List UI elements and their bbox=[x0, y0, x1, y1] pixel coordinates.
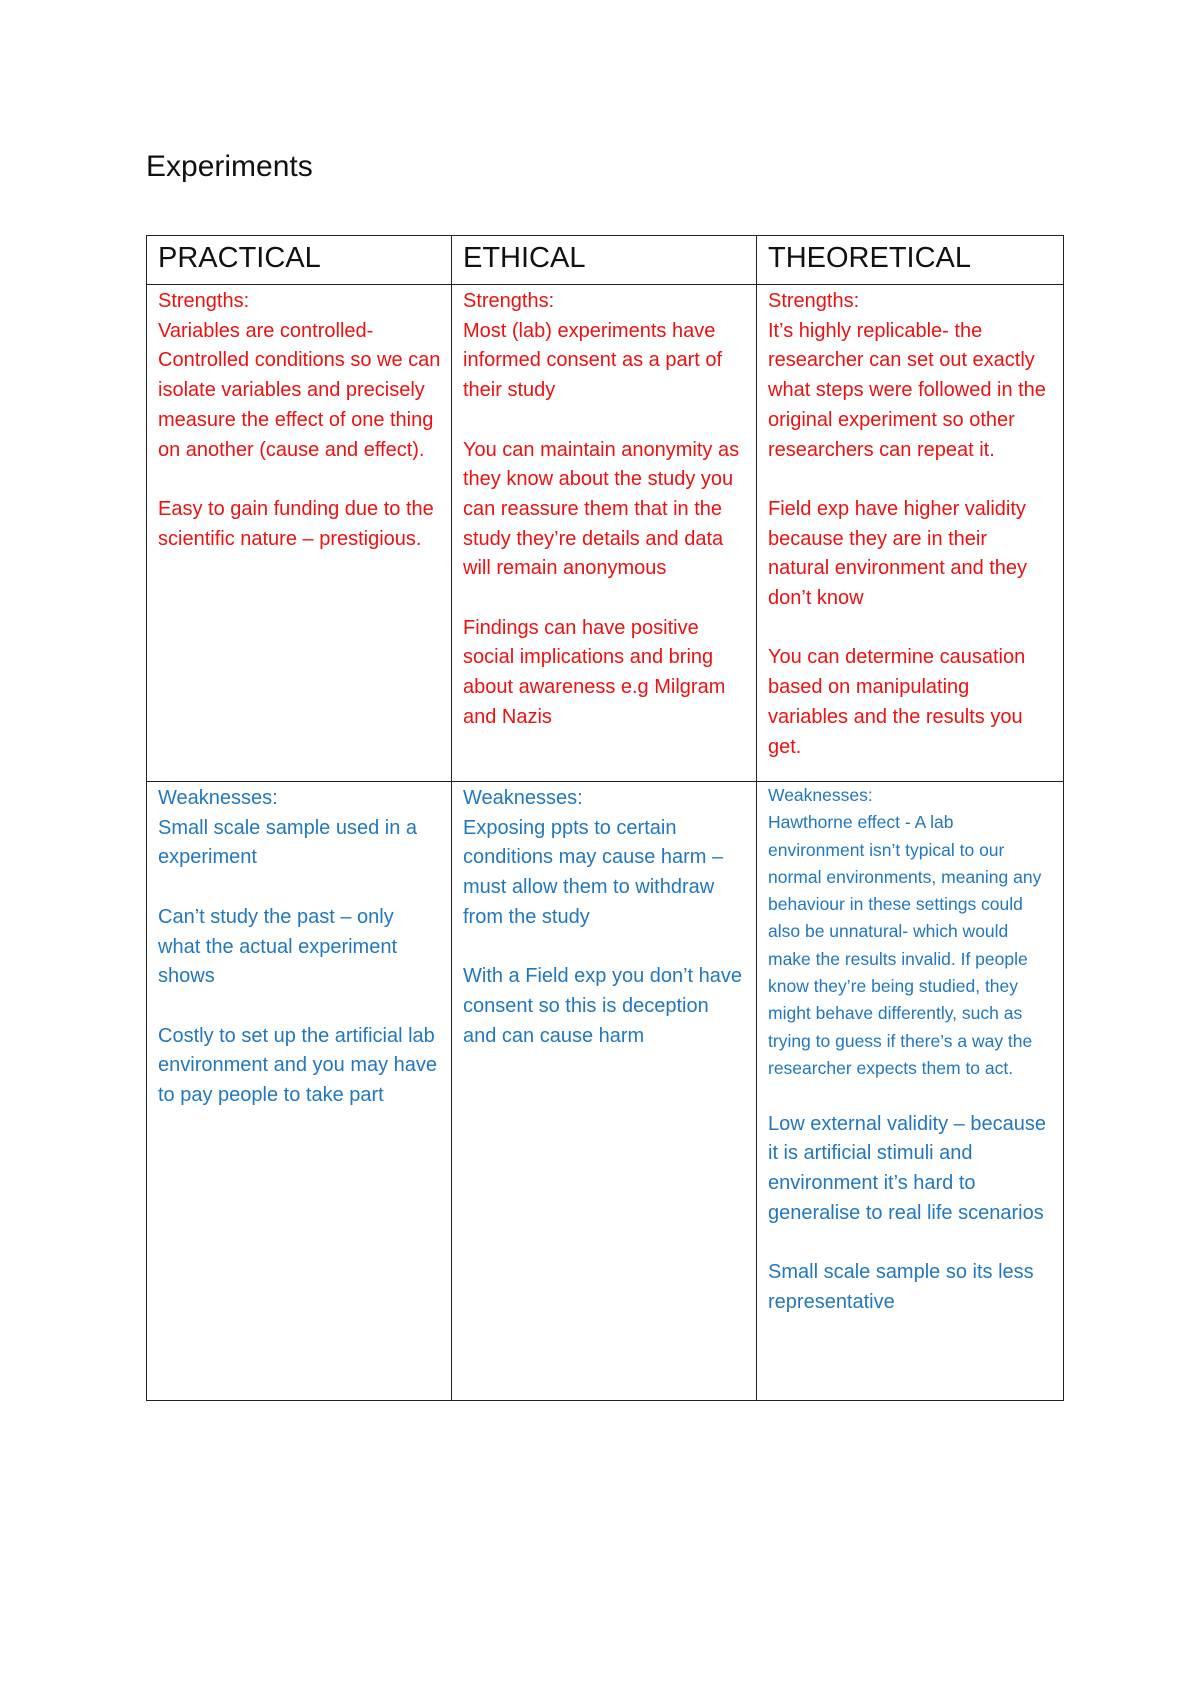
strength-item: Field exp have higher validity because they are in their natural environment and they don’t know bbox=[768, 497, 1028, 610]
header-row bbox=[147, 236, 1064, 285]
strengths-label: Strengths: bbox=[463, 290, 555, 312]
strengths-label: Strengths: bbox=[768, 290, 860, 312]
strength-item: Variables are controlled- Controlled conditions so we can isolate variables and precisely measure the effect of one thing on another (cause and effect). bbox=[158, 319, 441, 461]
weaknesses-label: Weaknesses: bbox=[463, 787, 583, 809]
weakness-item: Small scale sample so its less representative bbox=[768, 1261, 1034, 1313]
ethical-weaknesses-cell bbox=[452, 782, 757, 1401]
page-title: Experiments bbox=[146, 150, 313, 183]
strength-item: You can maintain anonymity as they know about the study you can reassure them that in the study they’re details and data will remain anonymous bbox=[463, 438, 740, 580]
weakness-item: Costly to set up the artificial lab environment and you may have to pay people to take part bbox=[158, 1024, 438, 1106]
strength-item: Findings can have positive social implications and bring about awareness e.g Milgram and Nazis bbox=[463, 616, 726, 728]
experiments-table bbox=[146, 235, 1064, 1401]
weakness-item: Low external validity – because it is artificial stimuli and environment it’s hard to generalise to real life scenarios bbox=[768, 1112, 1046, 1224]
strength-item: Easy to gain funding due to the scientific nature – prestigious. bbox=[158, 497, 434, 550]
weakness-item: Can’t study the past – only what the actual experiment shows bbox=[158, 905, 398, 988]
practical-strengths-cell bbox=[147, 285, 452, 782]
header-ethical: ETHICAL bbox=[452, 236, 757, 285]
weaknesses-row bbox=[147, 782, 1064, 1401]
weakness-item: Exposing ppts to certain conditions may cause harm – must allow them to withdraw from the study bbox=[463, 816, 724, 928]
strength-item: You can determine causation based on manipulating variables and the results you get. bbox=[768, 646, 1026, 758]
strengths-row bbox=[147, 285, 1064, 782]
weaknesses-label: Weaknesses: bbox=[768, 785, 873, 805]
weakness-item: With a Field exp you don’t have consent so this is deception and can cause harm bbox=[463, 965, 743, 1047]
theoretical-strengths-cell bbox=[757, 285, 1064, 782]
weakness-item: Small scale sample used in a experiment bbox=[158, 816, 418, 869]
ethical-strengths-cell bbox=[452, 285, 757, 782]
theoretical-weaknesses-cell bbox=[757, 782, 1064, 1401]
practical-weaknesses-cell bbox=[147, 782, 452, 1401]
header-theoretical: THEORETICAL bbox=[757, 236, 1064, 285]
strengths-label: Strengths: bbox=[158, 290, 250, 312]
weaknesses-label: Weaknesses: bbox=[158, 787, 278, 809]
strength-item: Most (lab) experiments have informed consent as a part of their study bbox=[463, 319, 723, 402]
header-practical: PRACTICAL bbox=[147, 236, 452, 285]
strength-item: It’s highly replicable- the researcher can set out exactly what steps were followed in the original experiment so other researchers can repeat it. bbox=[768, 319, 1046, 461]
weakness-item: Hawthorne effect - A lab environment isn’t typical to our normal environments, meaning any behaviour in these settings could also be unnatural- which would make the results invalid. If people know they’re being studied, they might behave differently, such as trying to guess if there’s a way the researcher expects them to act. bbox=[768, 812, 1042, 1078]
